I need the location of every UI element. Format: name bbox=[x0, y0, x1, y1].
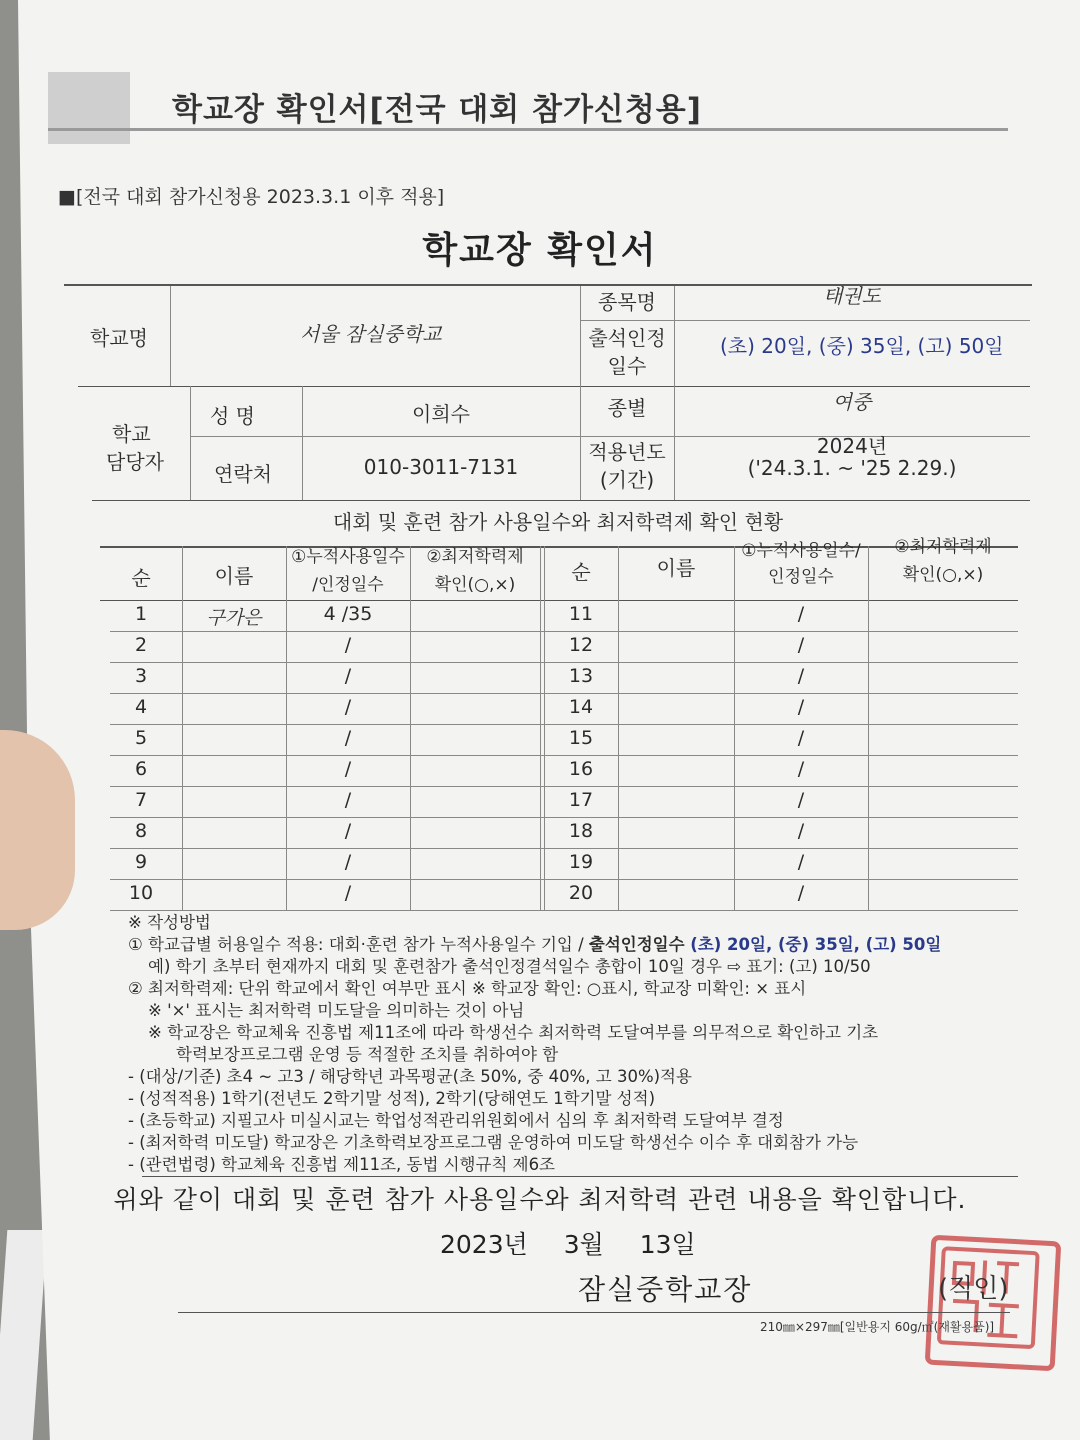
table-cell-days: / bbox=[797, 634, 805, 656]
info-col-rule bbox=[190, 386, 191, 500]
year-label-2: (기간) bbox=[599, 468, 655, 492]
school-label: 학교명 bbox=[90, 326, 148, 350]
col-header-no: 순 bbox=[131, 566, 151, 590]
table-row-rule bbox=[110, 848, 1018, 849]
col-header-days-right: ①누적사용일수/ bbox=[741, 541, 861, 561]
col-header-check-right: ②최저학력제 bbox=[894, 537, 992, 557]
attendance-label-2: 일수 bbox=[607, 354, 647, 378]
attendance-value: (초) 20일, (중) 35일, (고) 50일 bbox=[720, 334, 1004, 358]
note-8: - (초등학교) 지필고사 미실시교는 학업성적관리위원회에서 심의 후 최저학력 도달여부 결정 bbox=[128, 1111, 784, 1130]
table-cell-days: / bbox=[344, 820, 352, 842]
table-cell-days: 4 /35 bbox=[323, 603, 373, 625]
table-col-rule bbox=[182, 546, 183, 910]
table-row-rule bbox=[110, 910, 1018, 911]
col-header-no-right: 순 bbox=[571, 560, 591, 584]
note-3: ※ '×' 표시는 최저학력 미도달을 의미하는 것이 아님 bbox=[148, 1001, 525, 1020]
table-cell-no: 7 bbox=[134, 789, 148, 811]
table-cell-days: / bbox=[344, 665, 352, 687]
note-10: - (관련법령) 학교체육 진흥법 제11조, 동법 시행규칙 제6조 bbox=[128, 1155, 555, 1174]
col-header-check-2: 확인(○,×) bbox=[434, 575, 516, 595]
table-cell-no: 18 bbox=[568, 820, 594, 842]
table-header-rule bbox=[100, 600, 1018, 601]
table-cell-no: 20 bbox=[568, 882, 594, 904]
table-cell-no: 10 bbox=[128, 882, 154, 904]
table-cell-days: / bbox=[344, 758, 352, 780]
table-row-rule bbox=[110, 693, 1018, 694]
table-cell-days: / bbox=[344, 882, 352, 904]
table-cell-no: 14 bbox=[568, 696, 594, 718]
table-cell-days: / bbox=[797, 665, 805, 687]
note-2: ② 최저학력제: 단위 학교에서 확인 여부만 표시 ※ 학교장 확인: ○표시, 학교장 미확인: × 표시 bbox=[128, 979, 807, 998]
header-rule bbox=[48, 128, 1008, 131]
table-cell-no: 12 bbox=[568, 634, 594, 656]
seal-label: (직인) bbox=[938, 1274, 1009, 1304]
issue-date: 2023년 3월 13일 bbox=[440, 1230, 696, 1259]
manager-label: 학교 bbox=[112, 422, 151, 446]
table-cell-days: / bbox=[344, 727, 352, 749]
table-col-rule bbox=[868, 546, 869, 910]
note-9: - (최저학력 미도달) 학교장은 기초학력보장프로그램 운영하여 미도달 학생선수 이수 후 대회참가 가능 bbox=[128, 1133, 859, 1152]
table-cell-days: / bbox=[344, 696, 352, 718]
table-cell-days: / bbox=[797, 696, 805, 718]
table-row-rule bbox=[110, 662, 1018, 663]
table-cell-no: 1 bbox=[134, 603, 148, 625]
note-1 bbox=[128, 934, 1028, 956]
col-header-check-right-2: 확인(○,×) bbox=[902, 565, 984, 585]
table-row-rule bbox=[110, 786, 1018, 787]
note-1-text: ① 학교급별 허용일수 적용: 대회·훈련 참가 누적사용일수 기입 / bbox=[128, 935, 589, 954]
table-cell-days: / bbox=[797, 789, 805, 811]
category-label: 종별 bbox=[607, 396, 647, 420]
table-cell-days: / bbox=[797, 820, 805, 842]
applicability-notice: ■[전국 대회 참가신청용 2023.3.1 이후 적용] bbox=[58, 186, 445, 208]
notes-heading: ※ 작성방법 bbox=[128, 913, 211, 932]
table-cell-days: / bbox=[344, 789, 352, 811]
note-1-days: (초) 20일, (중) 35일, (고) 50일 bbox=[690, 935, 942, 954]
table-cell-no: 17 bbox=[568, 789, 594, 811]
table-cell-no: 16 bbox=[568, 758, 594, 780]
col-header-days-2: /인정일수 bbox=[312, 575, 384, 595]
table-cell-days: / bbox=[344, 851, 352, 873]
sport-label: 종목명 bbox=[598, 290, 656, 314]
name-label: 성 명 bbox=[210, 404, 255, 428]
table-col-rule bbox=[540, 546, 541, 910]
table-row-rule bbox=[110, 631, 1018, 632]
note-1-bold: 출석인정일수 bbox=[588, 935, 691, 954]
header-title: 학교장 확인서[전국 대회 참가신청용] bbox=[172, 92, 702, 128]
info-rule bbox=[580, 320, 1030, 321]
table-cell-no: 19 bbox=[568, 851, 594, 873]
footer-rule bbox=[178, 1312, 1010, 1313]
table-cell-no: 5 bbox=[134, 727, 148, 749]
paper-spec: 210㎜×297㎜[일반용지 60g/㎡(재활용품)] bbox=[760, 1320, 995, 1334]
manager-label-2: 담당자 bbox=[106, 450, 164, 474]
sport-value: 태권도 bbox=[823, 284, 881, 308]
table-cell-no: 9 bbox=[134, 851, 148, 873]
table-row-rule bbox=[110, 724, 1018, 725]
document-page bbox=[18, 0, 1080, 1440]
table-cell-days: / bbox=[797, 603, 805, 625]
header-block bbox=[48, 72, 130, 144]
col-header-name: 이름 bbox=[214, 564, 254, 588]
contact-label: 연락처 bbox=[214, 462, 272, 486]
col-header-days: ①누적사용일수 bbox=[291, 547, 405, 567]
table-cell-no: 3 bbox=[134, 665, 148, 687]
info-col-rule bbox=[170, 286, 171, 386]
main-title: 학교장 확인서 bbox=[422, 230, 658, 271]
table-row-rule bbox=[110, 817, 1018, 818]
table-cell-no: 13 bbox=[568, 665, 594, 687]
table-cell-no: 6 bbox=[134, 758, 148, 780]
col-header-days-right-2: 인정일수 bbox=[768, 567, 834, 587]
note-4: ※ 학교장은 학교체육 진흥법 제11조에 따라 학생선수 최저학력 도달여부를 의무적으로 확인하고 기초 bbox=[148, 1023, 879, 1042]
table-col-rule bbox=[618, 546, 619, 910]
category-value: 여중 bbox=[832, 390, 872, 414]
note-5: 학력보장프로그램 운영 등 적절한 조치를 취하여야 함 bbox=[176, 1045, 559, 1064]
table-cell-days: / bbox=[797, 758, 805, 780]
table-cell-days: / bbox=[797, 851, 805, 873]
year-value: 2024년 bbox=[816, 434, 888, 458]
year-period-value: ('24.3.1. ~ '25 2.29.) bbox=[747, 456, 957, 480]
table-cell-no: 15 bbox=[568, 727, 594, 749]
table-cell-no: 11 bbox=[568, 603, 594, 625]
year-label: 적용년도 bbox=[588, 440, 666, 464]
confirmation-statement: 위와 같이 대회 및 훈련 참가 사용일수와 최저학력 관련 내용을 확인합니다. bbox=[113, 1185, 967, 1214]
info-bottom-rule bbox=[92, 500, 1030, 501]
note-1-example: 예) 학기 초부터 현재까지 대회 및 훈련참가 출석인정결석일수 총합이 10일 경우 ⇨ 표기: (고) 10/50 bbox=[148, 957, 871, 976]
note-6: - (대상/기준) 초4 ~ 고3 / 해당학년 과목평균(초 50%, 중 40%, 고 30%)적용 bbox=[128, 1067, 692, 1086]
table-cell-days: / bbox=[797, 727, 805, 749]
table-cell-no: 4 bbox=[134, 696, 148, 718]
table-col-rule bbox=[410, 546, 411, 910]
principal-title: 잠실중학교장 bbox=[578, 1273, 753, 1306]
table-cell-name: 구가은 bbox=[206, 607, 262, 629]
col-header-check: ②최저학력제 bbox=[426, 547, 524, 567]
table-title: 대회 및 훈련 참가 사용일수와 최저학력제 확인 현황 bbox=[332, 510, 784, 534]
attendance-label: 출석인정 bbox=[588, 326, 666, 350]
underlying-sheet bbox=[0, 1230, 47, 1440]
table-cell-no: 2 bbox=[134, 634, 148, 656]
table-row-rule bbox=[110, 755, 1018, 756]
table-row-rule bbox=[110, 879, 1018, 880]
writing-instructions bbox=[128, 912, 1028, 1176]
table-cell-days: / bbox=[344, 634, 352, 656]
note-7: - (성적적용) 1학기(전년도 2학기말 성적), 2학기(당해연도 1학기말 성적) bbox=[128, 1089, 656, 1108]
table-cell-no: 8 bbox=[134, 820, 148, 842]
table-cell-days: / bbox=[797, 882, 805, 904]
notes-bottom-rule bbox=[142, 1176, 1018, 1177]
contact-value: 010-3011-7131 bbox=[363, 455, 519, 479]
school-value: 서울 잠실중학교 bbox=[300, 322, 442, 346]
col-header-name-right: 이름 bbox=[656, 556, 696, 580]
name-value: 이희수 bbox=[412, 402, 470, 426]
